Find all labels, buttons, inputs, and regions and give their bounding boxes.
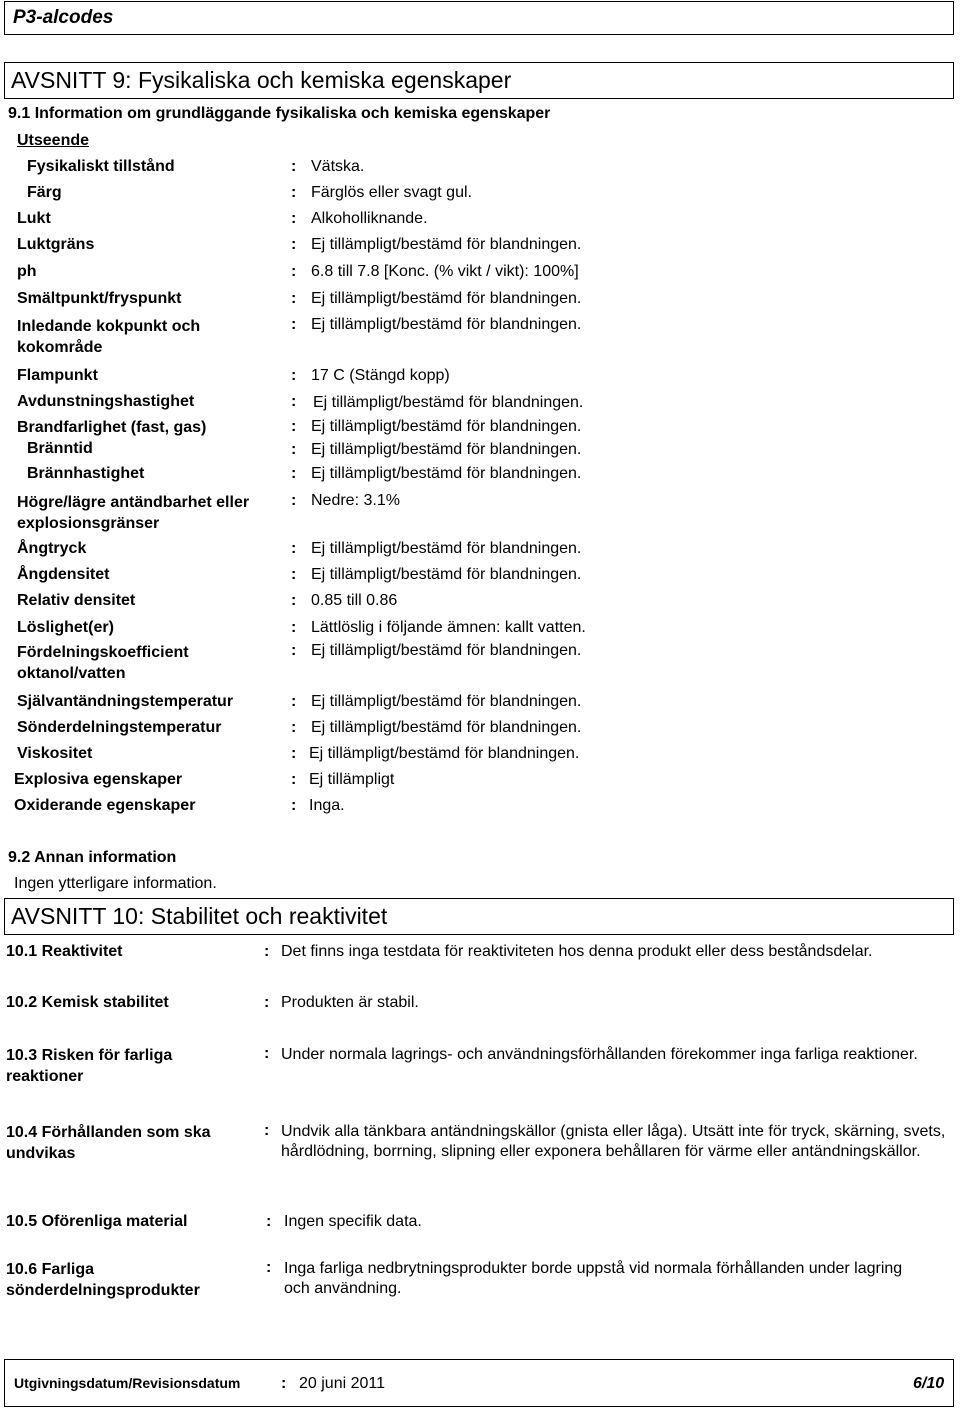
prop-value: Alkoholliknande.: [311, 210, 428, 227]
prop-label: Självantändningstemperatur: [17, 693, 234, 710]
prop-label: Lukt: [17, 210, 51, 227]
separator-colon: :: [281, 1375, 287, 1392]
separator-colon: :: [291, 441, 297, 458]
section-9-title: AVSNITT 9: Fysikaliska och kemiska egenskaper: [11, 67, 512, 93]
section-10-title: AVSNITT 10: Stabilitet och reaktivitet: [11, 903, 388, 929]
separator-colon: :: [291, 290, 297, 307]
prop-label: Luktgräns: [17, 236, 95, 253]
separator-colon: :: [291, 566, 297, 583]
conditions-to-avoid-label: 10.4 Förhållanden som ska undvikas: [6, 1124, 211, 1162]
separator-colon: :: [291, 540, 297, 557]
incompatible-materials-label: 10.5 Oförenliga material: [6, 1213, 188, 1230]
prop-value: Ej tillämpligt/bestämd för blandningen.: [311, 316, 582, 333]
prop-value: Ej tillämpligt/bestämd för blandningen.: [313, 394, 584, 411]
prop-value: Vätska.: [311, 158, 365, 175]
decomposition-products-label: 10.6 Farliga sönderdelningsprodukter: [6, 1261, 200, 1299]
prop-label: Viskositet: [17, 745, 93, 762]
separator-colon: :: [264, 1122, 270, 1139]
section-9-header: [4, 62, 954, 99]
separator-colon: :: [291, 418, 297, 435]
prop-value: Ej tillämpligt/bestämd för blandningen.: [309, 745, 580, 762]
separator-colon: :: [291, 693, 297, 710]
prop-label: Avdunstningshastighet: [17, 393, 195, 410]
prop-label: Brandfarlighet (fast, gas): [17, 419, 207, 436]
separator-colon: :: [291, 797, 297, 814]
prop-value: Ej tillämpligt/bestämd för blandningen.: [311, 642, 582, 659]
prop-value: Nedre: 3.1%: [311, 492, 400, 509]
prop-value: Ej tillämpligt/bestämd för blandningen.: [311, 441, 582, 458]
prop-label: Bränntid: [27, 440, 93, 457]
prop-value: Ej tillämpligt/bestämd för blandningen.: [311, 540, 582, 557]
prop-label: Relativ densitet: [17, 592, 136, 609]
hazardous-reactions-label: 10.3 Risken för farliga reaktioner: [6, 1047, 173, 1085]
separator-colon: :: [264, 943, 270, 960]
prop-label: Löslighet(er): [17, 619, 114, 636]
separator-colon: :: [291, 771, 297, 788]
separator-colon: :: [291, 316, 297, 333]
page-number: 6/10: [913, 1375, 945, 1392]
prop-value: Ej tillämpligt/bestämd för blandningen.: [311, 566, 582, 583]
separator-colon: :: [291, 393, 297, 410]
conditions-to-avoid-value: Undvik alla tänkbara antändningskällor (gnista eller låga). Utsätt inte för tryck, skärning, svets, hårdlödning, borrning, slipning eller exponera behållaren för värme eller antändningskällor.: [281, 1123, 946, 1160]
separator-colon: :: [266, 1213, 272, 1230]
decomposition-products-value: Inga farliga nedbrytningsprodukter borde uppstå vid normala förhållanden under lagring och användning.: [284, 1260, 903, 1297]
separator-colon: :: [266, 1259, 272, 1276]
other-info-text: Ingen ytterligare information.: [14, 875, 217, 892]
subsection-9-1: 9.1 Information om grundläggande fysikaliska och kemiska egenskaper: [8, 105, 551, 122]
stability-value: Produkten är stabil.: [281, 994, 419, 1011]
prop-label: Inledande kokpunkt och kokområde: [17, 318, 201, 356]
separator-colon: :: [264, 1045, 270, 1062]
document-header: [4, 1, 954, 35]
prop-value: 0.85 till 0.86: [311, 592, 398, 609]
separator-colon: :: [291, 367, 297, 384]
separator-colon: :: [291, 492, 297, 509]
separator-colon: :: [291, 236, 297, 253]
separator-colon: :: [291, 158, 297, 175]
subsection-9-2: 9.2 Annan information: [8, 849, 177, 866]
revision-date-label: Utgivningsdatum/Revisionsdatum: [14, 1375, 241, 1391]
incompatible-materials-value: Ingen specifik data.: [284, 1213, 422, 1230]
prop-value: Inga.: [309, 797, 345, 814]
separator-colon: :: [291, 719, 297, 736]
separator-colon: :: [291, 745, 297, 762]
prop-label: Högre/lägre antändbarhet eller explosionsgränser: [17, 494, 250, 532]
prop-label: Brännhastighet: [27, 465, 145, 482]
prop-label: Färg: [27, 184, 62, 201]
product-name: P3-alcodes: [13, 7, 114, 28]
prop-value: Färglös eller svagt gul.: [311, 184, 472, 201]
separator-colon: :: [291, 642, 297, 659]
document-footer: [4, 1359, 954, 1407]
section-10-header: [4, 898, 954, 935]
separator-colon: :: [291, 263, 297, 280]
revision-date-value: 20 juni 2011: [299, 1375, 385, 1392]
prop-label: Ångtryck: [17, 540, 87, 557]
reactivity-value: Det finns inga testdata för reaktiviteten hos denna produkt eller dess beståndsdelar.: [281, 943, 873, 960]
stability-label: 10.2 Kemisk stabilitet: [6, 994, 169, 1011]
prop-value: Ej tillämpligt/bestämd för blandningen.: [311, 418, 582, 435]
prop-label: Explosiva egenskaper: [14, 771, 183, 788]
appearance-heading: Utseende: [17, 132, 90, 149]
separator-colon: :: [264, 994, 270, 1011]
separator-colon: :: [291, 592, 297, 609]
prop-value: 6.8 till 7.8 [Konc. (% vikt / vikt): 100%]: [311, 263, 579, 280]
prop-value: Ej tillämpligt/bestämd för blandningen.: [311, 465, 582, 482]
prop-value: Ej tillämpligt/bestämd för blandningen.: [311, 719, 582, 736]
prop-value: Ej tillämpligt/bestämd för blandningen.: [311, 236, 582, 253]
prop-label: Ångdensitet: [17, 566, 110, 583]
separator-colon: :: [291, 210, 297, 227]
prop-label: Smältpunkt/fryspunkt: [17, 290, 182, 307]
prop-value: Lättlöslig i följande ämnen: kallt vatten.: [311, 619, 586, 636]
prop-value: Ej tillämpligt: [309, 771, 395, 788]
prop-label: Fördelningskoefficient oktanol/vatten: [17, 644, 189, 682]
separator-colon: :: [291, 184, 297, 201]
prop-label: Sönderdelningstemperatur: [17, 719, 222, 736]
separator-colon: :: [291, 619, 297, 636]
prop-label: Flampunkt: [17, 367, 98, 384]
reactivity-label: 10.1 Reaktivitet: [6, 943, 123, 960]
prop-label: Fysikaliskt tillstånd: [27, 158, 175, 175]
prop-value: Ej tillämpligt/bestämd för blandningen.: [311, 290, 582, 307]
prop-label: Oxiderande egenskaper: [14, 797, 196, 814]
prop-value: 17 C (Stängd kopp): [311, 367, 450, 384]
hazardous-reactions-value: Under normala lagrings- och användningsförhållanden förekommer inga farliga reaktioner.: [281, 1046, 918, 1063]
prop-label: ph: [17, 263, 37, 280]
separator-colon: :: [291, 465, 297, 482]
prop-value: Ej tillämpligt/bestämd för blandningen.: [311, 693, 582, 710]
